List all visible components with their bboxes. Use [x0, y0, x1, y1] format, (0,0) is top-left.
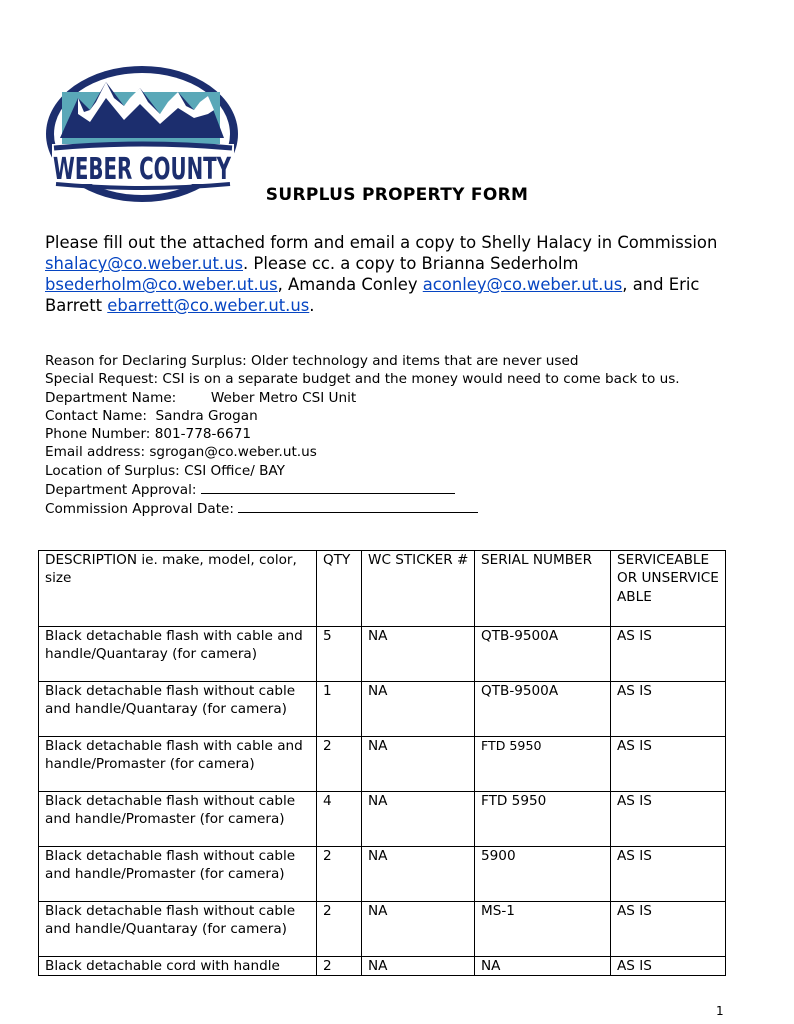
phone-number-field: Phone Number: 801-778-6671 [45, 426, 251, 443]
cell-wc-sticker: NA [362, 847, 475, 902]
surplus-items-table [38, 550, 726, 976]
cell-wc-sticker: NA [362, 902, 475, 957]
contact-name-field: Contact Name: Sandra Grogan [45, 407, 258, 424]
cell-wc-sticker: NA [362, 627, 475, 682]
cell-description: Black detachable cord with handle [39, 957, 317, 976]
cell-serviceable: AS IS [611, 682, 726, 737]
intro-text-5: . [309, 296, 315, 315]
table-row [39, 627, 726, 682]
header-serviceable: SERVICEABLE OR UNSERVICEABLE [611, 551, 726, 627]
email-link-ebarrett[interactable]: ebarrett@co.weber.ut.us [107, 296, 310, 315]
cell-qty: 2 [317, 902, 362, 957]
cell-qty: 4 [317, 792, 362, 847]
cell-wc-sticker: NA [362, 792, 475, 847]
cell-qty: 1 [317, 682, 362, 737]
form-title: SURPLUS PROPERTY FORM [265, 185, 529, 205]
weber-county-logo [44, 58, 240, 204]
cell-serial-number: MS-1 [475, 902, 611, 957]
cell-serial-number: FTD 5950 [475, 737, 611, 792]
location-field: Location of Surplus: CSI Office/ BAY [45, 462, 285, 479]
commission-approval-blank[interactable] [238, 499, 478, 513]
cell-serial-number: NA [475, 957, 611, 976]
cell-serviceable: AS IS [611, 627, 726, 682]
cell-serviceable: AS IS [611, 957, 726, 976]
email-address-field: Email address: sgrogan@co.weber.ut.us [45, 444, 317, 461]
cell-serial-number: QTB-9500A [475, 627, 611, 682]
intro-paragraph [45, 232, 735, 316]
cell-wc-sticker: NA [362, 737, 475, 792]
special-request-field: Special Request: CSI is on a separate budget and the money would need to come back to us. [45, 371, 680, 388]
cell-serial-number: 5900 [475, 847, 611, 902]
page-number: 1 [716, 1004, 724, 1018]
email-link-aconley[interactable]: aconley@co.weber.ut.us [422, 275, 623, 294]
department-approval-label: Department Approval: [45, 482, 201, 499]
email-link-shalacy[interactable]: shalacy@co.weber.ut.us [45, 254, 244, 273]
cell-wc-sticker: NA [362, 682, 475, 737]
header-serial-number: SERIAL NUMBER [475, 551, 611, 627]
table-row [39, 792, 726, 847]
intro-text-2: . Please cc. a copy to Brianna Sederholm [243, 254, 579, 273]
reason-field: Reason for Declaring Surplus: Older technology and items that are never used [45, 353, 579, 369]
cell-description: Black detachable flash without cable and handle/Promaster (for camera) [39, 847, 317, 902]
cell-description: Black detachable flash with cable and handle/Quantaray (for camera) [39, 627, 317, 682]
cell-description: Black detachable flash with cable and handle/Promaster (for camera) [39, 737, 317, 792]
commission-approval-field [45, 499, 745, 518]
header-description: DESCRIPTION ie. make, model, color, size [39, 551, 317, 627]
cell-serviceable: AS IS [611, 792, 726, 847]
table-header-row [39, 551, 726, 627]
cell-qty: 5 [317, 627, 362, 682]
table-row [39, 682, 726, 737]
table-row [39, 957, 726, 976]
cell-serviceable: AS IS [611, 847, 726, 902]
cell-qty: 2 [317, 957, 362, 976]
cell-serial-number: QTB-9500A [475, 682, 611, 737]
logo-text: WEBER COUNTY [53, 152, 232, 187]
table-row [39, 847, 726, 902]
cell-qty: 2 [317, 847, 362, 902]
intro-text-3: , Amanda Conley [277, 275, 423, 294]
intro-text-1: Please fill out the attached form and email a copy to Shelly Halacy in Commission [45, 233, 718, 252]
cell-wc-sticker: NA [362, 957, 475, 976]
email-link-bsederholm[interactable]: bsederholm@co.weber.ut.us [45, 275, 278, 294]
header-wc-sticker: WC STICKER # [362, 551, 475, 627]
cell-description: Black detachable flash without cable and handle/Quantaray (for camera) [39, 902, 317, 957]
commission-approval-label: Commission Approval Date: [45, 501, 239, 518]
request-details [45, 352, 745, 519]
intro-text-4: , and Eric Barrett [45, 275, 700, 315]
cell-serviceable: AS IS [611, 737, 726, 792]
cell-description: Black detachable flash without cable and handle/Quantaray (for camera) [39, 682, 317, 737]
cell-description: Black detachable flash without cable and handle/Promaster (for camera) [39, 792, 317, 847]
cell-serviceable: AS IS [611, 902, 726, 957]
table-row [39, 737, 726, 792]
department-approval-field [45, 480, 745, 499]
cell-serial-number: FTD 5950 [475, 792, 611, 847]
department-name-field: Department Name: Weber Metro CSI Unit [45, 389, 357, 406]
department-approval-blank[interactable] [201, 480, 455, 494]
table-row [39, 902, 726, 957]
cell-qty: 2 [317, 737, 362, 792]
header-qty: QTY [317, 551, 362, 627]
